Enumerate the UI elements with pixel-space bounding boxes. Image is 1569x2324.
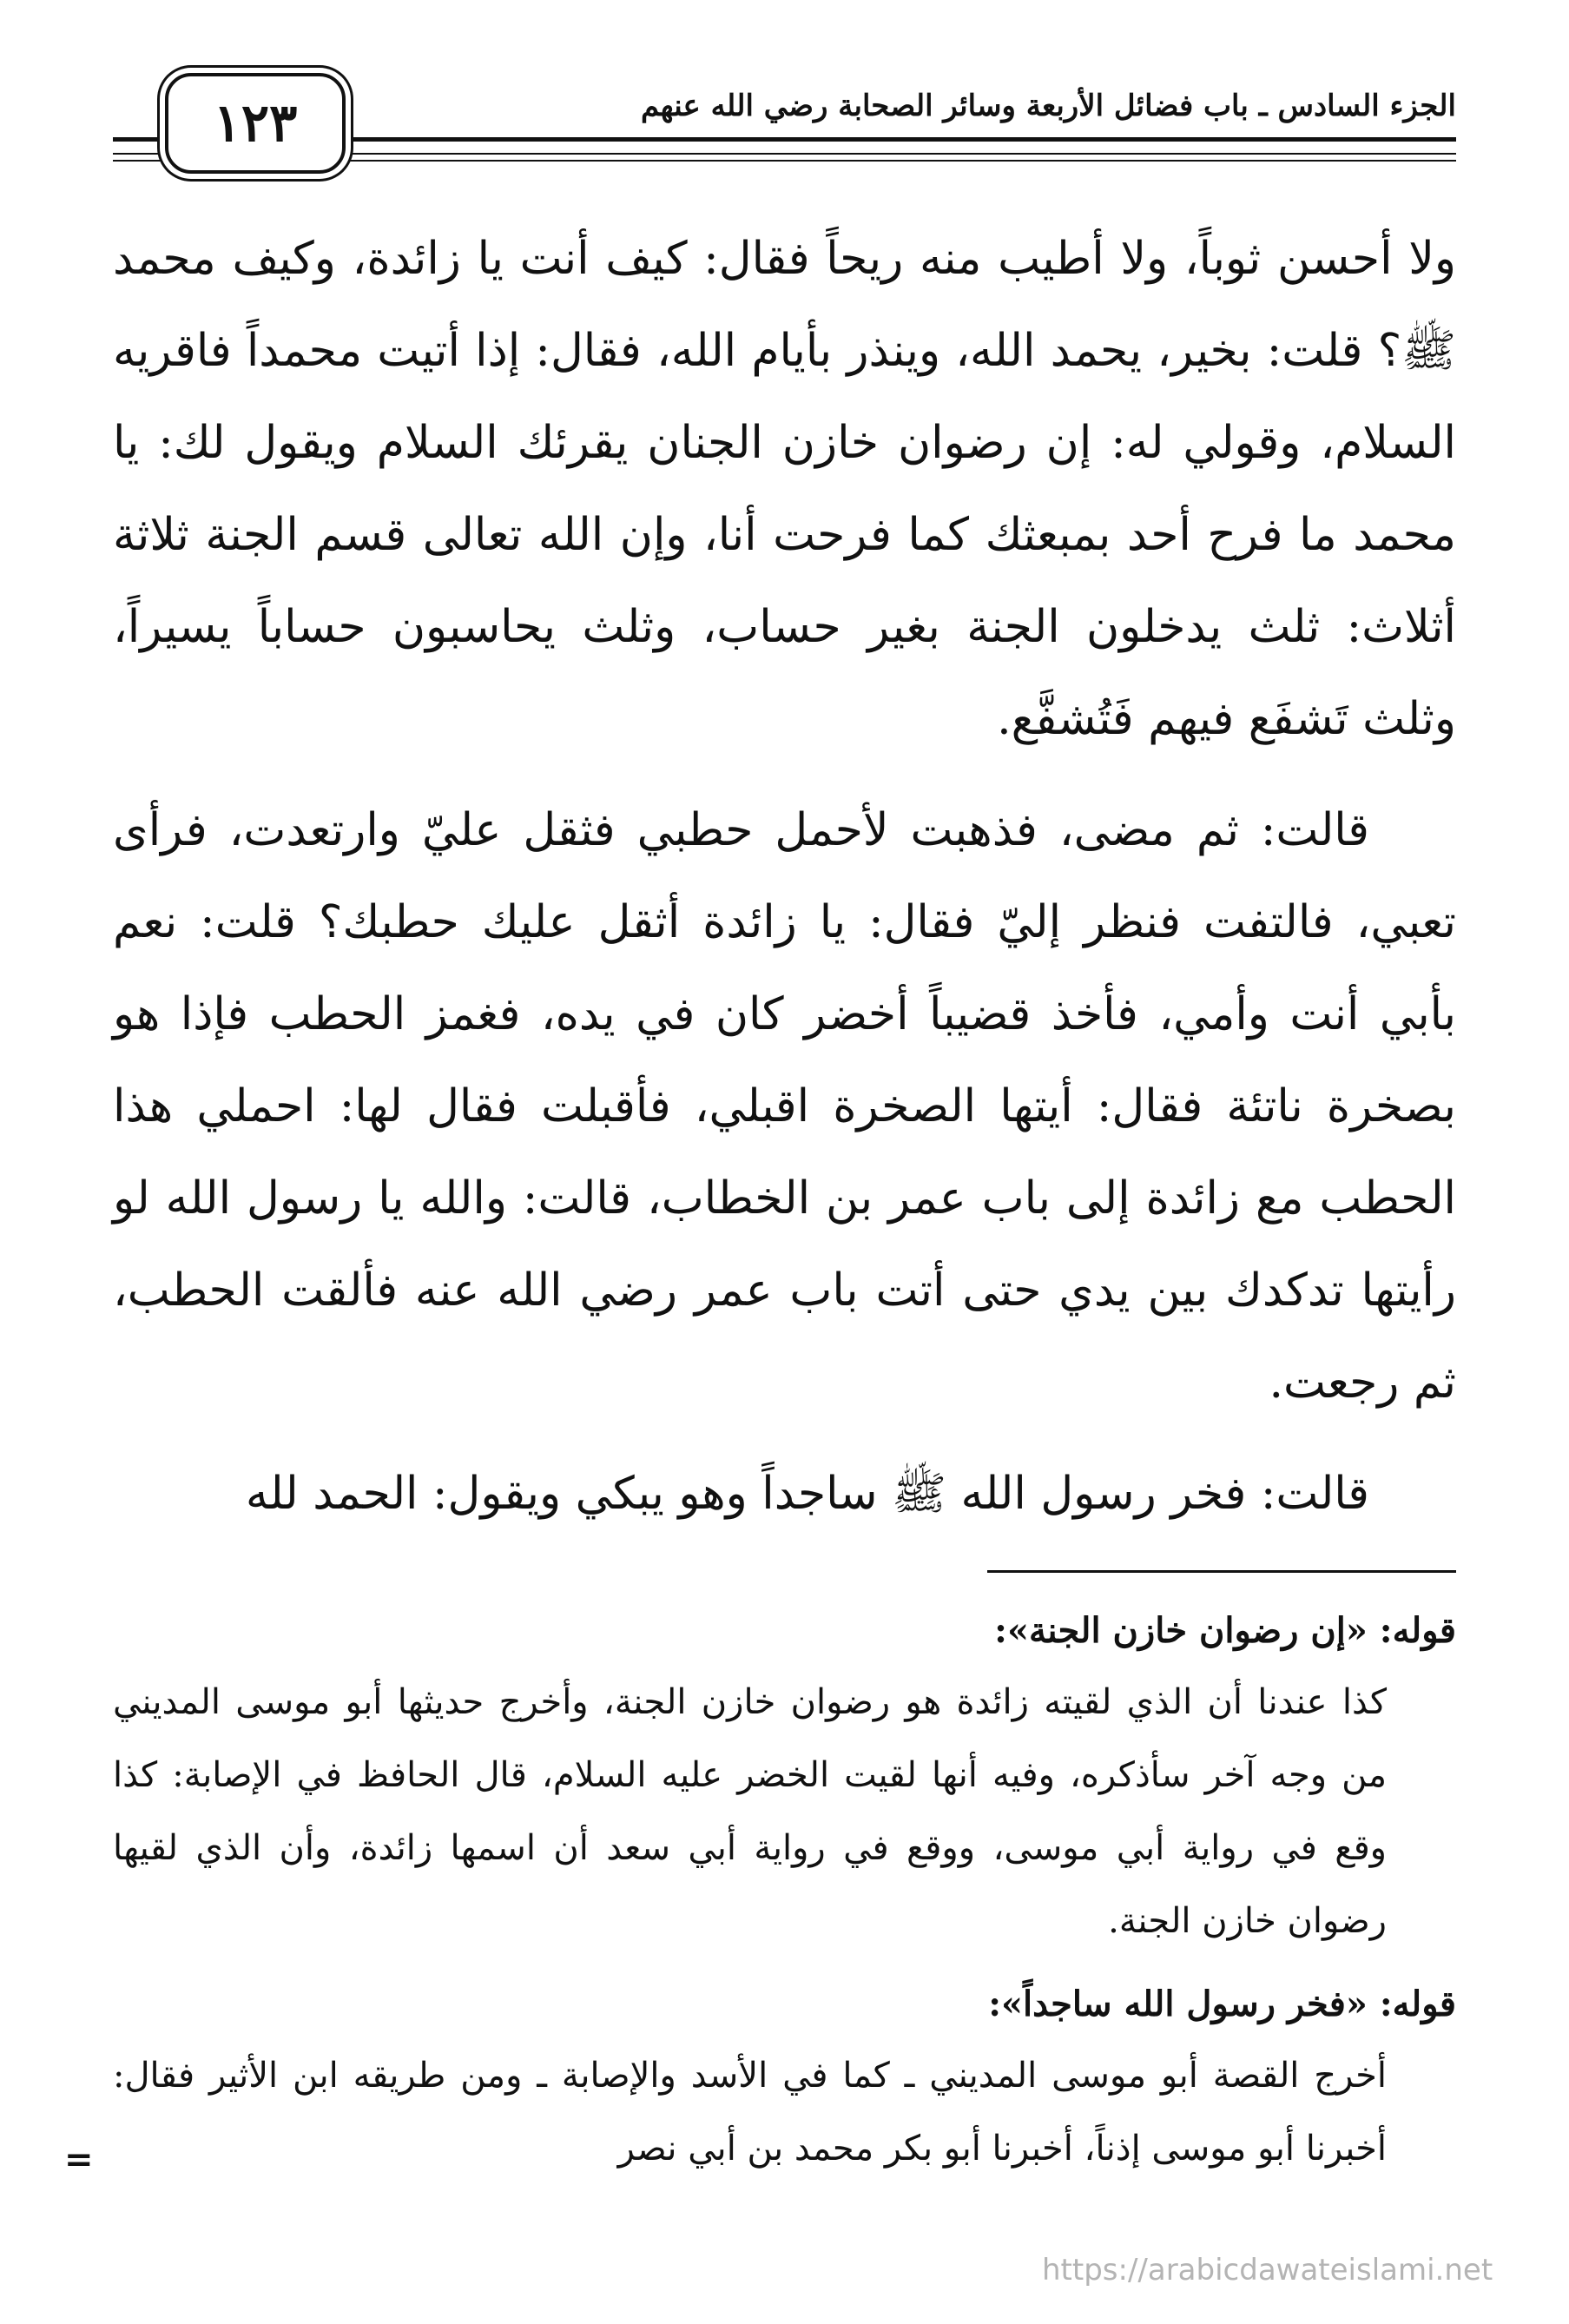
- footnote-heading: قوله: «إن رضوان خازن الجنة»:: [994, 1610, 1456, 1651]
- main-text: [113, 213, 1456, 1540]
- page-number: ١٢٣: [165, 73, 346, 174]
- footnotes: [113, 1596, 1456, 2185]
- continuation-mark: =: [64, 2139, 94, 2180]
- footnote-separator: [987, 1570, 1456, 1573]
- paragraph: ولا أحسن ثوباً، ولا أطيب منه ريحاً فقال: كيف أنت يا زائدة، وكيف محمد ﷺ؟ قلت: بخير، يحمد الله، وينذر بأيام الله، فقال: إذا أتيت محمداً فاقريه السلام، وقولي له: إن رضوان خازن الجنان يقرئك السلام ويقول لك: يا محمد ما فرح أحد بمبعثك كما فرحت أنا، وإن الله تعالى قسم الجنة ثلاثة أثلاث: ثلث يدخلون الجنة بغير حساب، وثلث يحاسبون حساباً يسيراً، وثلث تَشفَع فيهم فَتُشفَّع.: [113, 233, 1456, 745]
- header-rule: [347, 160, 1456, 162]
- paragraph: قالت: فخر رسول الله ﷺ ساجداً وهو يبكي ويقول: الحمد لله: [245, 1468, 1369, 1520]
- running-title: الجزء السادس ـ باب فضائل الأربعة وسائر الصحابة رضي الله عنهم: [640, 89, 1456, 123]
- footnote-heading: قوله: «فخر رسول الله ساجداً»:: [988, 1984, 1456, 2024]
- header-rule: [347, 137, 1456, 142]
- page-header: [113, 69, 1456, 182]
- header-rule: [347, 153, 1456, 155]
- paragraph: قالت: ثم مضى، فذهبت لأحمل حطبي فثقل عليّ وارتعدت، فرأى تعبي، فالتفت فنظر إليّ فقال: يا زائدة أثقل عليك حطبك؟ قلت: نعم بأبي أنت وأمي، فأخذ قضيباً أخضر كان في يده، فغمز الحطب فإذا هو بصخرة ناتئة فقال: أيتها الصخرة اقبلي، فأقبلت فقال لها: احملي هذا الحطب مع زائدة إلى باب عمر بن الخطاب، قالت: والله يا رسول الله لو رأيتها تدكدك بين يدي حتى أتت باب عمر رضي الله عنه فألقت الحطب، ثم رجعت.: [113, 804, 1456, 1409]
- watermark-url: https://arabicdawateislami.net: [1042, 2253, 1493, 2288]
- footnote-text: أخرج القصة أبو موسى المديني ـ كما في الأسد والإصابة ـ ومن طريقه ابن الأثير فقال: أخبرنا أبو موسى إذناً، أخبرنا أبو بكر محمد بن أبي نصر: [113, 2056, 1387, 2169]
- footnote-text: كذا عندنا أن الذي لقيته زائدة هو رضوان خازن الجنة، وأخرج حديثها أبو موسى المديني من وجه آخر سأذكره، وفيه أنها لقيت الخضر عليه السلام، قال الحافظ في الإصابة: كذا وقع في رواية أبي موسى، ووقع في رواية أبي سعد أن اسمها زائدة، وأن الذي لقيها رضوان خازن الجنة.: [113, 1682, 1388, 1941]
